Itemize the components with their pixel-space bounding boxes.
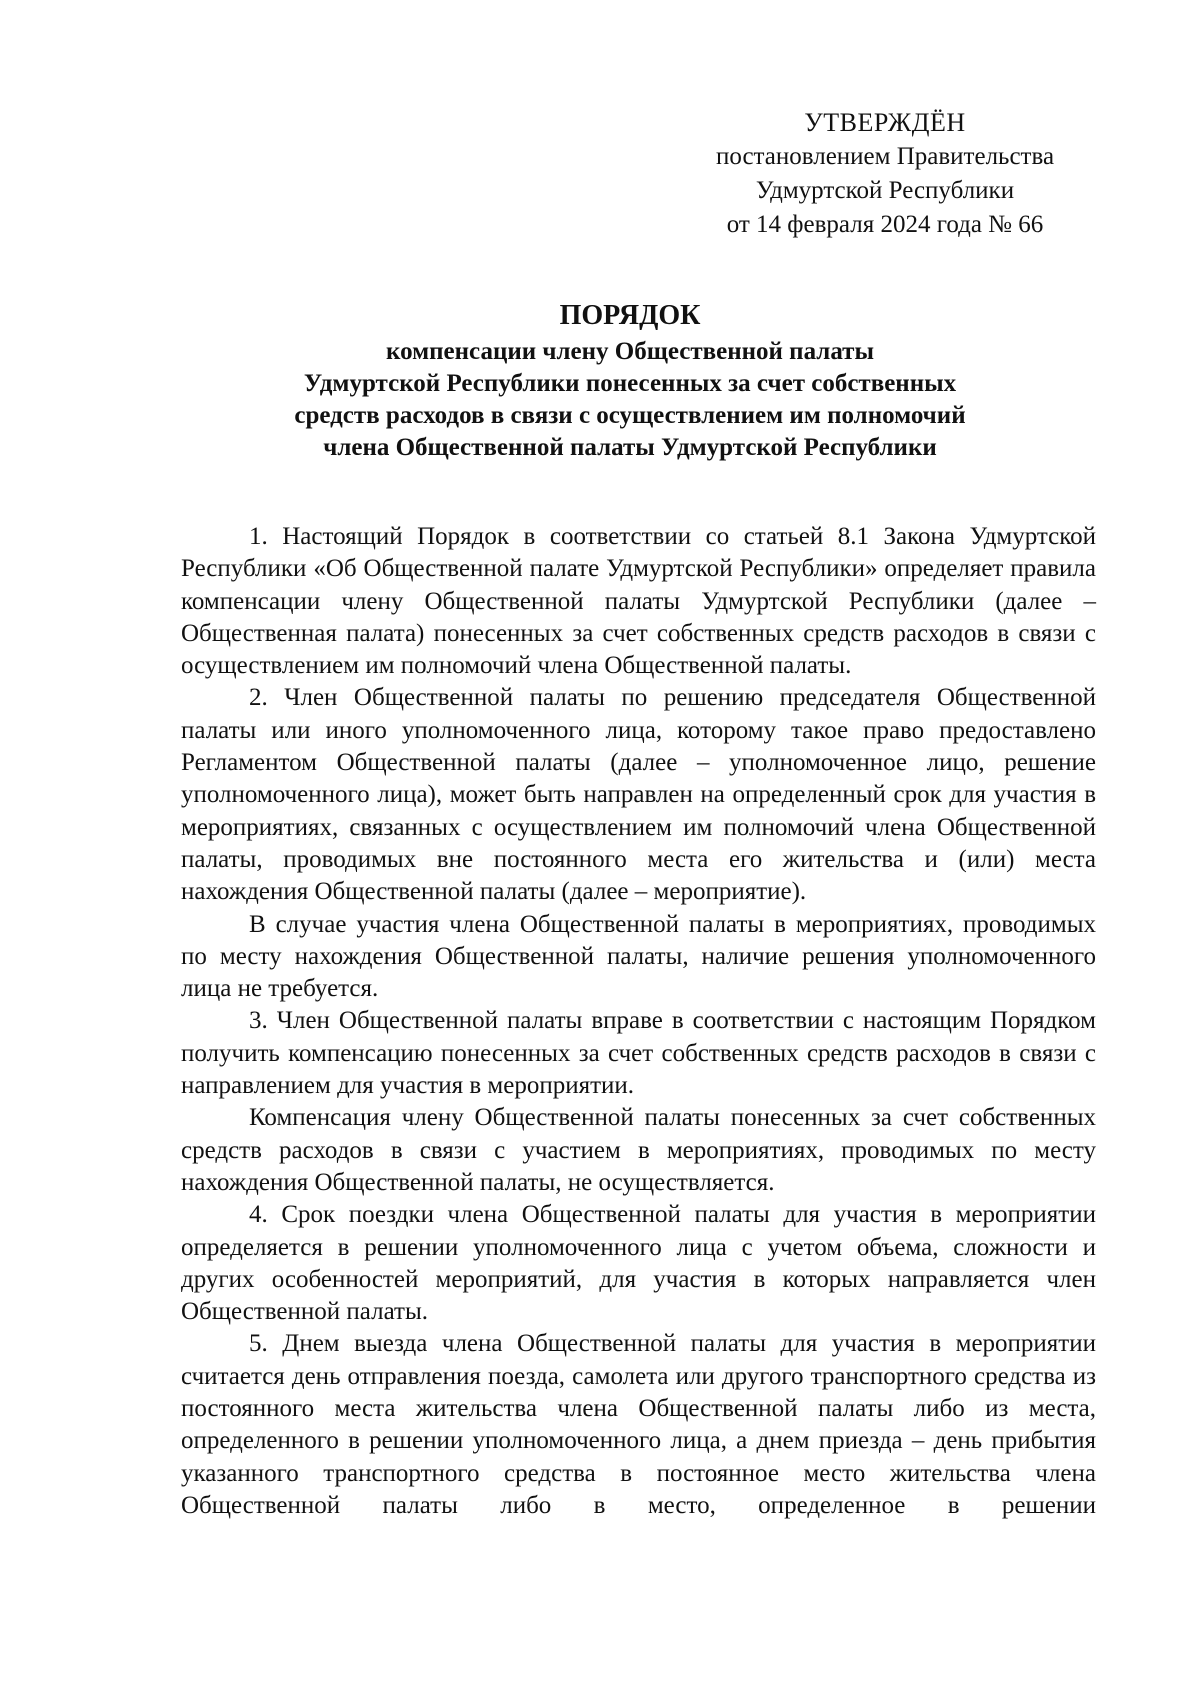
- approval-title: УТВЕРЖДЁН: [804, 108, 966, 137]
- document-subtitle-line: Удмуртской Республики понесенных за счет собственных: [303, 370, 957, 397]
- document-subtitle-line: компенсации члену Общественной палаты: [386, 338, 874, 365]
- paragraph-3-note: Компенсация члену Общественной палаты понесенных за счет собственных средств расходов в связи с участием в мероприятиях, проводимых по месту нахождения Общественной палаты, не осуществляется.: [181, 1104, 1096, 1196]
- paragraph-2-note: В случае участия члена Общественной палаты в мероприятиях, проводимых по месту нахождения Общественной палаты, наличие решения уполномоченного лица не требуется.: [181, 910, 1096, 1003]
- approval-line-1: постановлением Правительства: [715, 143, 1055, 170]
- document-title: ПОРЯДОК: [559, 300, 701, 331]
- paragraph-3: 3. Член Общественной палаты вправе в соответствии с настоящим Порядком получить компенсацию понесенных за счет собственных средств расходов в связи с направлением для участия в мероприятии.: [181, 1007, 1096, 1100]
- document-body: [181, 521, 1096, 1522]
- paragraph-4: 4. Срок поездки члена Общественной палаты для участия в мероприятии определяется в решении уполномоченного лица с учетом объема, сложности и других особенностей мероприятий, для участия в которых направляется член Общественной палаты.: [181, 1201, 1096, 1326]
- paragraph-5: 5. Днем выезда члена Общественной палаты для участия в мероприятии считается день отправления поезда, самолета или другого транспортного средства из постоянного места жительства члена Общественной палаты либо из места, определенного в решении уполномоченного лица, а днем приезда – день прибытия указанного транспортного средства в постоянное место жительства члена Общественной палаты либо в место, определенное в решении: [181, 1330, 1096, 1519]
- paragraph-2: 2. Член Общественной палаты по решению председателя Общественной палаты или иного уполномоченного лица, которому такое право предоставлено Регламентом Общественной палаты (далее – уполномоченное лицо, решение уполномоченного лица), может быть направлен на определенный срок для участия в мероприятиях, связанных с осуществлением им полномочий члена Общественной палаты, проводимых вне постоянного места его жительства и (или) места нахождения Общественной палаты (далее – мероприятие).: [181, 684, 1096, 906]
- approval-line-3: от 14 февраля 2024 года № 66: [726, 211, 1044, 238]
- document-subtitle-line: средств расходов в связи с осуществлением им полномочий: [294, 402, 966, 429]
- paragraph-1: 1. Настоящий Порядок в соответствии со статьей 8.1 Закона Удмуртской Республики «Об Общественной палате Удмуртской Республики» определяет правила компенсации члену Общественной палаты Удмуртской Республики (далее – Общественная палата) понесенных за счет собственных средств расходов в связи с осуществлением им полномочий члена Общественной палаты.: [181, 523, 1096, 680]
- document-subtitle-line: члена Общественной палаты Удмуртской Республики: [323, 434, 937, 461]
- approval-line-2: Удмуртской Республики: [755, 177, 1015, 204]
- document-heading: [190, 296, 1070, 464]
- approval-stamp: [700, 106, 1070, 242]
